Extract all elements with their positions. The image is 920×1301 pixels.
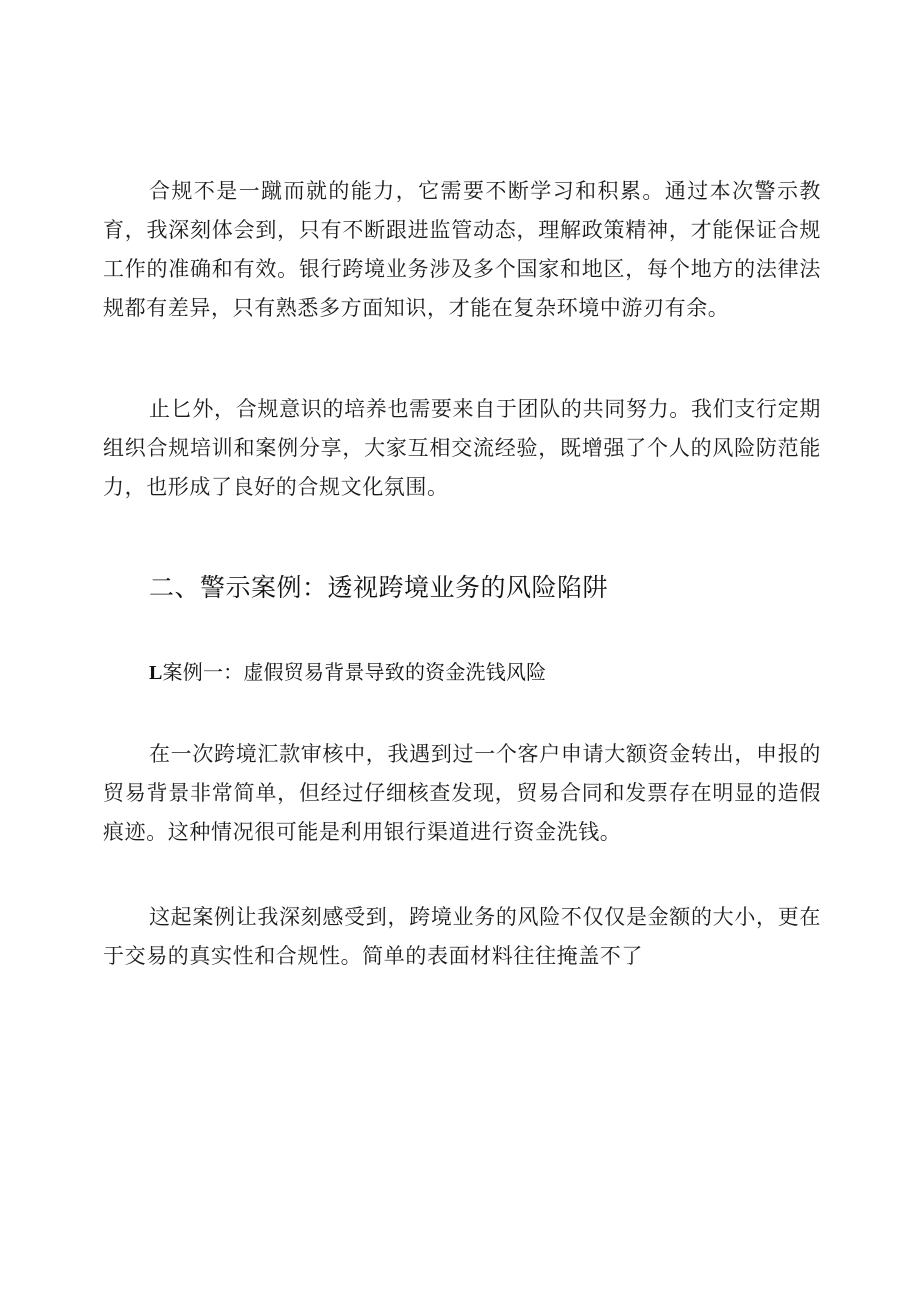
paragraph-compliance-learning: 合规不是一蹴而就的能力，它需要不断学习和积累。通过本次警示教育，我深刻体会到，只有不断跟进监管动态，理解政策精神，才能保证合规工作的准确和有效。银行跨境业务涉及多个国家和地区，每个地方的法律法规都有差异，只有熟悉多方面知识，才能在复杂环境中游刃有余。 xyxy=(103,179,821,320)
case-title: 案例一：虚假贸易背景导致的资金洗钱风险 xyxy=(162,660,547,684)
paragraph-team-effort: 止匕外，合规意识的培养也需要来自于团队的共同努力。我们支行定期组织合规培训和案例分享，大家互相交流经验，既增强了个人的风险防范能力，也形成了良好的合规文化氛围。 xyxy=(103,397,821,499)
paragraph-case-reflection: 这起案例让我深刻感受到，跨境业务的风险不仅仅是金额的大小，更在于交易的真实性和合规性。简单的表面材料往往掩盖不了 xyxy=(103,905,821,968)
case-number: L xyxy=(149,662,163,684)
section-heading: 二、警示案例：透视跨境业务的风险陷阱 xyxy=(149,573,609,602)
case-heading xyxy=(149,654,546,691)
paragraph-case-description: 在一次跨境汇款审核中，我遇到过一个客户申请大额资金转出，申报的贸易背景非常简单，但经过仔细核查发现，贸易合同和发票存在明显的造假痕迹。这种情况很可能是利用银行渠道进行资金洗钱。 xyxy=(103,742,821,844)
